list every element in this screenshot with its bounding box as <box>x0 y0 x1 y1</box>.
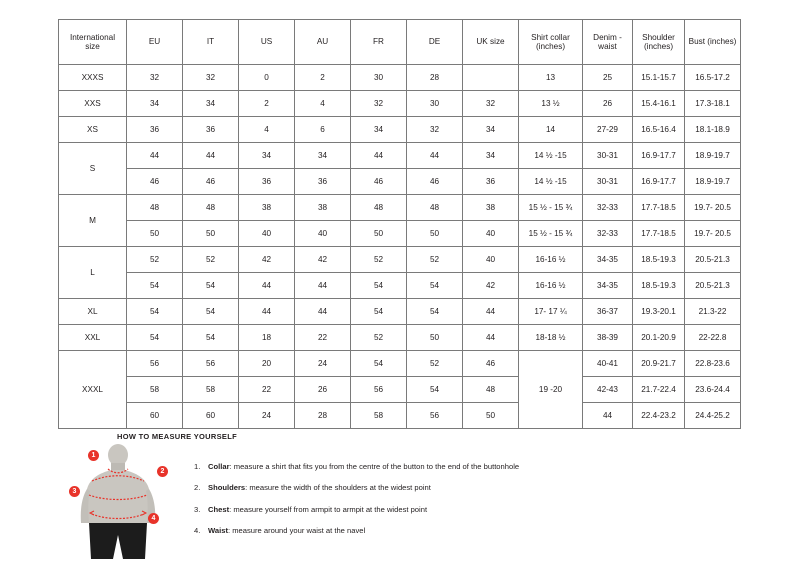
measure-instructions-list <box>168 462 708 547</box>
table-cell: 30 <box>407 91 463 117</box>
table-row <box>59 195 741 221</box>
table-cell: 40-41 <box>583 351 633 377</box>
table-cell: 44 <box>463 325 519 351</box>
table-cell: 44 <box>183 143 239 169</box>
table-cell: 2 <box>295 65 351 91</box>
table-cell: 13 ½ <box>519 91 583 117</box>
size-label-cell: XXXL <box>59 351 127 429</box>
table-cell: 36 <box>183 117 239 143</box>
table-cell: 23.6-24.4 <box>685 377 741 403</box>
table-cell: 22.4-23.2 <box>633 403 685 429</box>
table-cell: 44 <box>583 403 633 429</box>
table-cell: 54 <box>127 299 183 325</box>
table-cell: 44 <box>239 299 295 325</box>
table-cell: 40 <box>295 221 351 247</box>
table-cell: 56 <box>127 351 183 377</box>
table-cell: 17.3-18.1 <box>685 91 741 117</box>
table-cell: 30-31 <box>583 143 633 169</box>
item-number: 3. <box>194 504 201 514</box>
item-text: : measure the width of the shoulders at the widest point <box>245 483 431 493</box>
callout-3: 3 <box>69 486 80 497</box>
table-cell: 14 ½ -15 <box>519 169 583 195</box>
table-cell: 46 <box>127 169 183 195</box>
table-cell: 46 <box>351 169 407 195</box>
table-cell: 44 <box>351 143 407 169</box>
table-cell: 2 <box>239 91 295 117</box>
table-cell: 20.5-21.3 <box>685 247 741 273</box>
table-cell: 58 <box>351 403 407 429</box>
table-cell: 54 <box>183 273 239 299</box>
item-label: Collar <box>208 462 230 471</box>
table-cell: 17.7-18.5 <box>633 195 685 221</box>
table-cell: 60 <box>183 403 239 429</box>
table-cell: 19.7- 20.5 <box>685 195 741 221</box>
table-row <box>59 143 741 169</box>
table-cell: 50 <box>183 221 239 247</box>
table-cell: 48 <box>127 195 183 221</box>
item-text: : measure a shirt that fits you from the centre of the button to the end of the buttonhole <box>229 462 520 471</box>
table-cell: 44 <box>239 273 295 299</box>
table-row <box>59 299 741 325</box>
table-cell: 16-16 ½ <box>519 247 583 273</box>
column-header: EU <box>127 20 183 65</box>
table-cell: 22-22.8 <box>685 325 741 351</box>
table-cell: 38 <box>463 195 519 221</box>
table-row <box>59 169 741 195</box>
table-cell: 21.7-22.4 <box>633 377 685 403</box>
table-cell: 54 <box>183 325 239 351</box>
table-cell: 36 <box>463 169 519 195</box>
callout-2: 2 <box>157 466 168 477</box>
table-cell: 44 <box>295 299 351 325</box>
table-cell: 34 <box>463 143 519 169</box>
size-chart-table <box>58 19 741 429</box>
table-cell: 32 <box>127 65 183 91</box>
table-cell: 27-29 <box>583 117 633 143</box>
column-header: FR <box>351 20 407 65</box>
table-cell: 54 <box>351 273 407 299</box>
size-label-cell: L <box>59 247 127 299</box>
body-measurement-figure <box>70 443 180 563</box>
table-cell: 32-33 <box>583 195 633 221</box>
table-cell: 13 <box>519 65 583 91</box>
table-cell: 32 <box>351 91 407 117</box>
table-cell: 32-33 <box>583 221 633 247</box>
table-cell: 18.5-19.3 <box>633 273 685 299</box>
table-cell: 54 <box>183 299 239 325</box>
table-cell: 38 <box>239 195 295 221</box>
table-cell: 54 <box>351 351 407 377</box>
callout-1: 1 <box>88 450 99 461</box>
size-label-cell: XXL <box>59 325 127 351</box>
table-cell: 16.9-17.7 <box>633 143 685 169</box>
callout-4: 4 <box>148 513 159 524</box>
table-cell: 34 <box>127 91 183 117</box>
table-cell: 40 <box>239 221 295 247</box>
table-cell: 4 <box>239 117 295 143</box>
table-cell: 48 <box>463 377 519 403</box>
table-cell: 60 <box>127 403 183 429</box>
table-cell: 26 <box>583 91 633 117</box>
table-cell: 50 <box>351 221 407 247</box>
column-header: AU <box>295 20 351 65</box>
table-cell: 30-31 <box>583 169 633 195</box>
table-cell: 36 <box>239 169 295 195</box>
table-cell: 34-35 <box>583 247 633 273</box>
column-header: DE <box>407 20 463 65</box>
table-cell: 25 <box>583 65 633 91</box>
table-cell: 21.3-22 <box>685 299 741 325</box>
table-cell: 46 <box>407 169 463 195</box>
table-cell: 32 <box>463 91 519 117</box>
table-cell: 54 <box>407 273 463 299</box>
table-cell: 36 <box>127 117 183 143</box>
table-cell: 24.4-25.2 <box>685 403 741 429</box>
column-header: US <box>239 20 295 65</box>
table-cell: 44 <box>463 299 519 325</box>
table-cell: 20.5-21.3 <box>685 273 741 299</box>
table-cell: 14 <box>519 117 583 143</box>
table-cell: 54 <box>407 299 463 325</box>
table-cell: 15.4-16.1 <box>633 91 685 117</box>
column-header: IT <box>183 20 239 65</box>
table-cell: 40 <box>463 247 519 273</box>
size-label-cell: XS <box>59 117 127 143</box>
table-cell: 52 <box>407 247 463 273</box>
table-cell: 16.5-17.2 <box>685 65 741 91</box>
torso-illustration-svg <box>70 443 180 563</box>
table-cell: 50 <box>407 325 463 351</box>
table-cell: 50 <box>127 221 183 247</box>
table-cell: 56 <box>407 403 463 429</box>
table-cell: 38-39 <box>583 325 633 351</box>
table-cell: 50 <box>463 403 519 429</box>
table-cell: 30 <box>351 65 407 91</box>
table-cell: 14 ½ -15 <box>519 143 583 169</box>
column-header: UK size <box>463 20 519 65</box>
size-label-cell: M <box>59 195 127 247</box>
table-cell: 40 <box>463 221 519 247</box>
table-cell: 20.1-20.9 <box>633 325 685 351</box>
item-text: : measure yourself from armpit to armpit at the widest point <box>229 504 428 514</box>
table-cell: 44 <box>127 143 183 169</box>
column-header: Bust (inches) <box>685 20 741 65</box>
table-cell: 52 <box>127 247 183 273</box>
item-label: Chest <box>208 504 230 514</box>
list-item <box>194 483 708 493</box>
size-label-cell: XL <box>59 299 127 325</box>
table-row <box>59 377 741 403</box>
table-cell: 22 <box>239 377 295 403</box>
table-row <box>59 351 741 377</box>
table-cell: 16.5-16.4 <box>633 117 685 143</box>
item-label: Waist <box>208 525 228 535</box>
table-row <box>59 273 741 299</box>
table-cell: 0 <box>239 65 295 91</box>
table-cell: 17.7-18.5 <box>633 221 685 247</box>
size-label-cell: S <box>59 143 127 195</box>
column-header: Denim - waist <box>583 20 633 65</box>
table-cell: 34 <box>351 117 407 143</box>
table-cell: 52 <box>407 351 463 377</box>
table-cell: 20.9-21.7 <box>633 351 685 377</box>
table-cell: 24 <box>239 403 295 429</box>
table-cell: 28 <box>295 403 351 429</box>
table-cell: 18.9-19.7 <box>685 143 741 169</box>
table-cell: 44 <box>295 273 351 299</box>
item-number: 1. <box>194 462 201 471</box>
size-label-cell: XXS <box>59 91 127 117</box>
table-cell <box>463 65 519 91</box>
table-cell: 46 <box>183 169 239 195</box>
table-cell: 52 <box>183 247 239 273</box>
table-cell: 18 <box>239 325 295 351</box>
list-item <box>194 504 708 515</box>
table-row <box>59 65 741 91</box>
table-cell: 18.9-19.7 <box>685 169 741 195</box>
table-cell: 34-35 <box>583 273 633 299</box>
column-header: Shirt collar (inches) <box>519 20 583 65</box>
table-cell: 54 <box>407 377 463 403</box>
table-cell: 54 <box>127 325 183 351</box>
table-cell: 16-16 ½ <box>519 273 583 299</box>
table-cell: 34 <box>463 117 519 143</box>
list-item <box>194 525 708 536</box>
table-cell: 20 <box>239 351 295 377</box>
table-cell: 32 <box>183 65 239 91</box>
table-cell: 22.8-23.6 <box>685 351 741 377</box>
table-cell: 46 <box>463 351 519 377</box>
item-text: : measure around your waist at the navel <box>227 525 366 535</box>
table-cell: 24 <box>295 351 351 377</box>
table-cell: 52 <box>351 325 407 351</box>
table-cell: 34 <box>295 143 351 169</box>
table-cell: 52 <box>351 247 407 273</box>
table-cell: 19.3-20.1 <box>633 299 685 325</box>
table-cell: 48 <box>407 195 463 221</box>
table-cell: 54 <box>127 273 183 299</box>
table-cell: 48 <box>183 195 239 221</box>
table-cell: 16.9-17.7 <box>633 169 685 195</box>
table-cell: 32 <box>407 117 463 143</box>
item-number: 4. <box>194 525 201 535</box>
table-cell: 34 <box>239 143 295 169</box>
table-row <box>59 117 741 143</box>
size-label-cell: XXXS <box>59 65 127 91</box>
table-cell: 4 <box>295 91 351 117</box>
table-cell: 18.5-19.3 <box>633 247 685 273</box>
table-cell: 15.1-15.7 <box>633 65 685 91</box>
table-cell: 42 <box>239 247 295 273</box>
table-row <box>59 221 741 247</box>
table-cell: 42 <box>295 247 351 273</box>
table-cell: 15 ½ - 15 ¾ <box>519 221 583 247</box>
table-row <box>59 91 741 117</box>
table-cell: 38 <box>295 195 351 221</box>
table-cell: 44 <box>407 143 463 169</box>
item-label: Shoulders <box>208 483 246 493</box>
table-cell: 28 <box>407 65 463 91</box>
table-cell: 15 ½ - 15 ¾ <box>519 195 583 221</box>
list-item <box>194 462 708 472</box>
table-cell-collar: 19 -20 <box>519 351 583 429</box>
table-cell: 56 <box>351 377 407 403</box>
table-cell: 58 <box>127 377 183 403</box>
table-cell: 26 <box>295 377 351 403</box>
table-cell: 17- 17 ¼ <box>519 299 583 325</box>
table-cell: 36-37 <box>583 299 633 325</box>
table-cell: 18.1-18.9 <box>685 117 741 143</box>
table-cell: 6 <box>295 117 351 143</box>
table-row <box>59 403 741 429</box>
table-cell: 22 <box>295 325 351 351</box>
item-number: 2. <box>194 483 201 493</box>
table-cell: 36 <box>295 169 351 195</box>
table-cell: 48 <box>351 195 407 221</box>
table-cell: 54 <box>351 299 407 325</box>
column-header: Shoulder (inches) <box>633 20 685 65</box>
table-header-row <box>59 20 741 65</box>
table-cell: 18-18 ½ <box>519 325 583 351</box>
how-to-measure-title: HOW TO MEASURE YOURSELF <box>117 432 237 441</box>
table-cell: 50 <box>407 221 463 247</box>
column-header: International size <box>59 20 127 65</box>
table-cell: 19.7- 20.5 <box>685 221 741 247</box>
table-row <box>59 247 741 273</box>
table-row <box>59 325 741 351</box>
table-cell: 34 <box>183 91 239 117</box>
table-cell: 58 <box>183 377 239 403</box>
table-cell: 56 <box>183 351 239 377</box>
table-cell: 42 <box>463 273 519 299</box>
table-cell: 42-43 <box>583 377 633 403</box>
